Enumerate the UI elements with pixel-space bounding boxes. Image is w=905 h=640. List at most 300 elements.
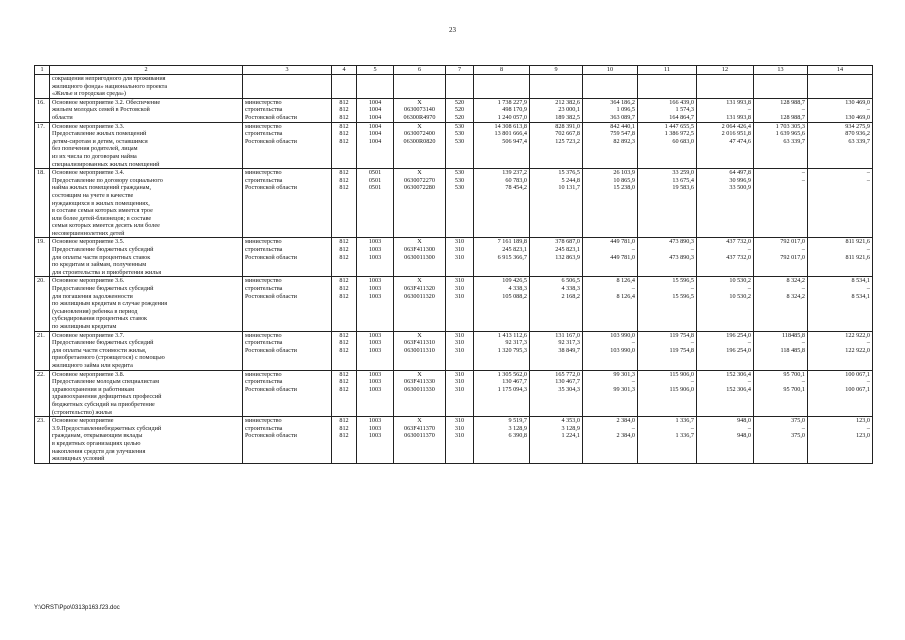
value-line: 118485,8 [782,331,805,339]
value-line: 811 921,6 [845,253,870,261]
value-line: – [631,424,635,432]
value-line: 10 865,9 [613,176,635,184]
value-line: 934 275,9 [845,122,870,130]
executor-line: строительства [245,339,283,347]
value-cell [697,370,754,417]
description-line: «Жилье и городская среда») [52,90,126,98]
executor-line: строительства [245,378,283,386]
value-line: 812 [339,285,349,293]
value-line: 0630011320 [404,292,435,300]
value-line: 2 064 426,4 [721,122,751,130]
value-line: – [801,246,805,254]
value-cell [357,417,394,464]
value-line: 33 500,9 [729,184,751,192]
description-line: состоящим на учете в качестве [52,191,134,199]
value-cell [808,331,873,370]
executor-line: министерство [245,169,282,177]
value-cell [754,122,808,169]
value-cell [697,417,754,464]
value-line: 375,0 [791,417,805,425]
value-line: 1 447 655,5 [664,122,694,130]
value-line: 1004 [368,137,382,145]
value-line: 812 [339,424,349,432]
value-cell [638,370,697,417]
column-header: 8 [474,66,530,75]
value-line: 812 [339,277,349,285]
value-cell [332,417,357,464]
column-header: 12 [697,66,754,75]
column-header: 10 [583,66,638,75]
value-cell [394,238,446,277]
value-line: 310 [454,378,465,386]
empty-cell [357,75,394,99]
value-line: – [631,378,635,386]
value-cell [638,98,697,122]
column-header: 11 [638,66,697,75]
value-line: 310 [454,253,465,261]
column-header: 6 [394,66,446,75]
value-cell [754,370,808,417]
value-cell [332,169,357,238]
executor-line: строительства [245,106,283,114]
value-line: – [866,106,870,114]
description-line: для строительства и приобретения жилья [52,268,162,276]
value-line: 812 [339,339,349,347]
value-line: 1 703 305,3 [775,122,805,130]
value-cell [808,98,873,122]
executor-line: министерство [245,98,282,106]
value-cell [474,277,530,331]
value-line: 95 700,1 [783,370,805,378]
value-line: 1 336,7 [675,417,694,425]
value-line: 792 017,0 [780,238,805,246]
value-line: 5 244,8 [561,176,580,184]
value-line: 063F411300 [403,246,436,254]
description-cell [50,331,243,370]
executor-line: строительства [245,246,283,254]
value-line: – [690,246,694,254]
description-line: для оплаты части процентных ставок [52,253,151,261]
row-number-cell: 17. [35,122,50,169]
value-line: – [747,339,751,347]
value-line: 164 864,7 [669,113,694,121]
value-cell [638,169,697,238]
value-line: 6 506,5 [561,277,580,285]
value-line: 30 996,9 [729,176,751,184]
value-line: – [801,169,805,177]
value-line: 792 017,0 [780,253,805,261]
value-cell [357,238,394,277]
column-header: 7 [446,66,474,75]
value-line: 33 259,0 [672,169,694,177]
value-line: 35 304,3 [558,385,580,393]
value-cell [583,370,638,417]
value-line: 119 754,8 [669,346,694,354]
value-line: 310 [454,238,465,246]
value-cell [357,370,394,417]
value-cell [332,277,357,331]
value-line: – [866,424,870,432]
value-line: 0630072270 [404,176,435,184]
value-line: 363 089,7 [610,113,635,121]
value-line: 812 [339,385,349,393]
value-line: 2 168,2 [561,292,580,300]
value-line: – [690,378,694,386]
value-line: 3 128,9 [561,424,580,432]
table-row [35,331,873,370]
value-line: 47 474,6 [729,137,751,145]
value-line: 364 186,2 [610,98,635,106]
value-line: 1 240 057,0 [497,113,527,121]
value-line: 2 384,0 [616,417,635,425]
value-line: 245 823,1 [555,246,580,254]
value-line: Х [417,169,422,177]
value-line: Х [417,277,422,285]
value-line: 437 732,0 [726,238,751,246]
value-line: 310 [454,331,465,339]
value-line: 520 [454,106,465,114]
description-line: Основное мероприятие 3.8. [52,370,125,378]
value-line: 1003 [368,277,382,285]
value-line: 812 [339,169,349,177]
value-cell [474,331,530,370]
value-line: 310 [454,339,465,347]
value-line: 78 454,2 [505,184,527,192]
value-line: 063F411310 [403,339,436,347]
value-line: – [631,339,635,347]
value-line: 449 781,0 [610,253,635,261]
value-cell [530,98,583,122]
value-line: 449 781,0 [610,238,635,246]
value-line: 105 088,2 [502,292,527,300]
value-line: 063F411370 [403,424,436,432]
value-cell [394,98,446,122]
executor-cell [243,98,332,122]
value-line: 812 [339,331,349,339]
value-line: 1003 [368,285,382,293]
value-line: Х [417,122,422,130]
file-path-footer: Y:\ORST\Ppo\0313p163.f23.doc [34,605,120,611]
description-line: для оплаты части стоимости жилья, [52,346,147,354]
value-line: 1003 [368,253,382,261]
value-line: 6 915 366,7 [497,253,527,261]
description-line: специализированных жилых помещений [52,160,160,168]
value-line: 812 [339,238,349,246]
value-line: 812 [339,106,349,114]
description-line: жильем молодых семей в Ростовской [52,106,150,114]
value-line: 125 723,2 [555,137,580,145]
value-line: 530 [454,137,465,145]
value-cell [474,169,530,238]
description-line: приобретаемого (строящегося) с помощью [52,354,165,362]
value-line: 310 [454,370,465,378]
description-line: или более детей-близнецов; в составе [52,214,152,222]
executor-line: строительства [245,285,283,293]
value-line: 63 339,7 [783,137,805,145]
description-line: области [52,113,73,121]
value-line: – [866,378,870,386]
empty-cell [808,75,873,99]
value-line: 1003 [368,424,382,432]
value-line: 310 [454,432,465,440]
value-line: 530 [454,130,465,138]
value-line: Х [417,417,422,425]
value-line: 196 254,0 [726,346,751,354]
description-line: Основное мероприятие 3.5. [52,238,125,246]
value-cell [332,98,357,122]
executor-line: строительства [245,130,283,138]
value-line: 115 906,0 [669,370,694,378]
value-cell [754,98,808,122]
description-line: здравоохранения дефицитных профессий [52,393,162,401]
value-line: 95 700,1 [783,385,805,393]
value-line: 1004 [368,113,382,121]
value-line: 310 [454,292,465,300]
value-line: 99 301,3 [613,370,635,378]
executor-line: строительства [245,424,283,432]
column-header: 1 [35,66,50,75]
value-line: 702 667,8 [555,130,580,138]
header-row [35,66,873,75]
executor-line: министерство [245,370,282,378]
description-line: Предоставление молодым специалистам [52,378,159,386]
value-line: 0630011310 [404,346,435,354]
value-cell [394,370,446,417]
column-header: 5 [357,66,394,75]
value-cell [446,277,474,331]
value-line: – [866,176,870,184]
description-line: Основное мероприятие 3.6. [52,277,125,285]
executor-cell [243,370,332,417]
value-cell [530,277,583,331]
value-line: 139 237,2 [502,169,527,177]
executor-line: Ростовской области [245,346,297,354]
value-line: 8 126,4 [616,292,635,300]
value-line: 310 [454,285,465,293]
description-line: Основное мероприятие 3.7. [52,331,125,339]
value-line: – [801,424,805,432]
value-cell [446,98,474,122]
value-cell [446,331,474,370]
value-line: 9 519,7 [508,417,527,425]
value-line: 38 849,7 [558,346,580,354]
value-line: 1004 [368,130,382,138]
value-line: 132 863,9 [555,253,580,261]
table-row [35,122,873,169]
value-line: 1 574,3 [675,106,694,114]
empty-cell [697,75,754,99]
value-line: 131 993,8 [726,98,751,106]
value-cell [446,370,474,417]
description-cell [50,75,243,99]
description-line: по кредитам и займам, полученным [52,261,147,269]
value-cell [474,238,530,277]
description-line: бюджетных субсидий на приобретение [52,400,155,408]
value-line: 1003 [368,339,382,347]
value-line: – [801,378,805,386]
description-line: Предоставление бюджетных субсидий [52,246,154,254]
value-line: 530 [454,122,465,130]
value-line: 520 [454,98,465,106]
value-line: 1 639 965,6 [775,130,805,138]
value-line: – [631,246,635,254]
row-number-cell: 20. [35,277,50,331]
continuation-row [35,75,873,99]
value-line: 1004 [368,98,382,106]
value-line: 310 [454,246,465,254]
value-line: 812 [339,432,349,440]
description-line: по жилищным кредитам в случае рождения [52,300,168,308]
row-number-cell: 21. [35,331,50,370]
table-row [35,417,873,464]
description-line: Основное мероприятие [52,417,114,425]
value-line: 378 687,0 [555,238,580,246]
value-line: 1003 [368,238,382,246]
value-line: 812 [339,378,349,386]
description-line: накопления средств для улучшения [52,447,146,455]
column-header: 9 [530,66,583,75]
value-line: 1003 [368,346,382,354]
value-line: – [801,339,805,347]
table-row [35,98,873,122]
row-number-cell: 22. [35,370,50,417]
description-line: гражданам, открывающим вклады [52,432,143,440]
executor-line: Ростовской области [245,113,297,121]
row-number-cell: 19. [35,238,50,277]
value-line: 13 801 666,4 [494,130,527,138]
value-cell [638,122,697,169]
table-row [35,370,873,417]
value-line: 812 [339,130,349,138]
executor-line: Ростовской области [245,253,297,261]
value-cell [583,417,638,464]
value-cell [446,169,474,238]
description-line: найма жилых помещений гражданам, [52,184,152,192]
value-line: 2 016 951,8 [721,130,751,138]
executor-line: министерство [245,122,282,130]
column-header: 2 [50,66,243,75]
value-line: 92 317,3 [558,339,580,347]
description-line: без попечения родителей, лицам [52,145,138,153]
value-line: 437 732,0 [726,253,751,261]
value-line: 948,0 [737,432,751,440]
value-line: 109 426,5 [502,277,527,285]
value-cell [754,417,808,464]
value-line: 812 [339,98,349,106]
value-cell [446,417,474,464]
value-line: 1003 [368,432,382,440]
value-line: – [866,339,870,347]
value-line: 1004 [368,122,382,130]
value-line [810,184,870,192]
value-line: 812 [339,292,349,300]
value-cell [808,417,873,464]
value-cell [332,370,357,417]
row-number-cell: 16. [35,98,50,122]
value-cell [808,169,873,238]
value-line: 870 936,2 [845,130,870,138]
value-cell [530,238,583,277]
value-line: 520 [454,113,465,121]
value-line: 15 238,0 [613,184,635,192]
value-cell [530,169,583,238]
value-line: 0501 [368,184,382,192]
column-header: 4 [332,66,357,75]
value-line: 1 224,1 [561,432,580,440]
description-cell [50,169,243,238]
value-line: 1 096,5 [616,106,635,114]
value-line: 812 [339,417,349,425]
value-line: 310 [454,385,465,393]
value-line: 115 906,0 [669,385,694,393]
description-cell [50,417,243,464]
value-line: 842 440,1 [610,122,635,130]
value-line: – [866,285,870,293]
value-cell [754,169,808,238]
value-cell [583,122,638,169]
value-cell [808,277,873,331]
value-cell [583,277,638,331]
executor-line: Ростовской области [245,184,297,192]
description-line: в составе семьи которых имеется трое [52,207,153,215]
value-line: 063F411330 [403,378,436,386]
value-line: 19 583,6 [672,184,694,192]
description-line: субсидирования процентных ставок [52,315,148,323]
description-line: жилищного фонда» национального проекта [52,82,168,90]
value-line: 06300R4970 [403,113,436,121]
value-line: 310 [454,417,465,425]
value-cell [808,122,873,169]
value-cell [357,122,394,169]
description-line: из их числа по договорам найма [52,152,137,160]
value-line: 119 754,8 [669,331,694,339]
value-cell [394,331,446,370]
value-cell [394,122,446,169]
value-line: 06300R0820 [403,137,436,145]
value-line: 530 [454,184,465,192]
value-cell [446,238,474,277]
value-line: 1003 [368,246,382,254]
value-line: 23 000,1 [558,106,580,114]
value-cell [697,238,754,277]
value-cell [808,370,873,417]
value-cell [697,169,754,238]
value-line: 812 [339,137,349,145]
value-cell [394,169,446,238]
value-line: – [801,176,805,184]
description-line: по жилищным кредитам [52,323,117,330]
empty-cell [530,75,583,99]
value-line: 14 308 613,8 [494,122,527,130]
executor-cell [243,277,332,331]
value-line: 196 254,0 [726,331,751,339]
value-line: 0630072400 [404,130,435,138]
value-line: 1 738 227,9 [497,98,527,106]
executor-line: Ростовской области [245,137,297,145]
value-line: 212 382,6 [555,98,580,106]
value-cell [754,277,808,331]
value-line: 0501 [368,176,382,184]
value-line: 375,0 [791,432,805,440]
value-line: 92 317,3 [505,339,527,347]
value-line: – [747,246,751,254]
value-line: 0630011300 [404,253,435,261]
value-line: 131 167,0 [555,331,580,339]
empty-cell [638,75,697,99]
executor-line: Ростовской области [245,292,297,300]
executor-line: министерство [245,238,282,246]
value-line: 310 [454,346,465,354]
